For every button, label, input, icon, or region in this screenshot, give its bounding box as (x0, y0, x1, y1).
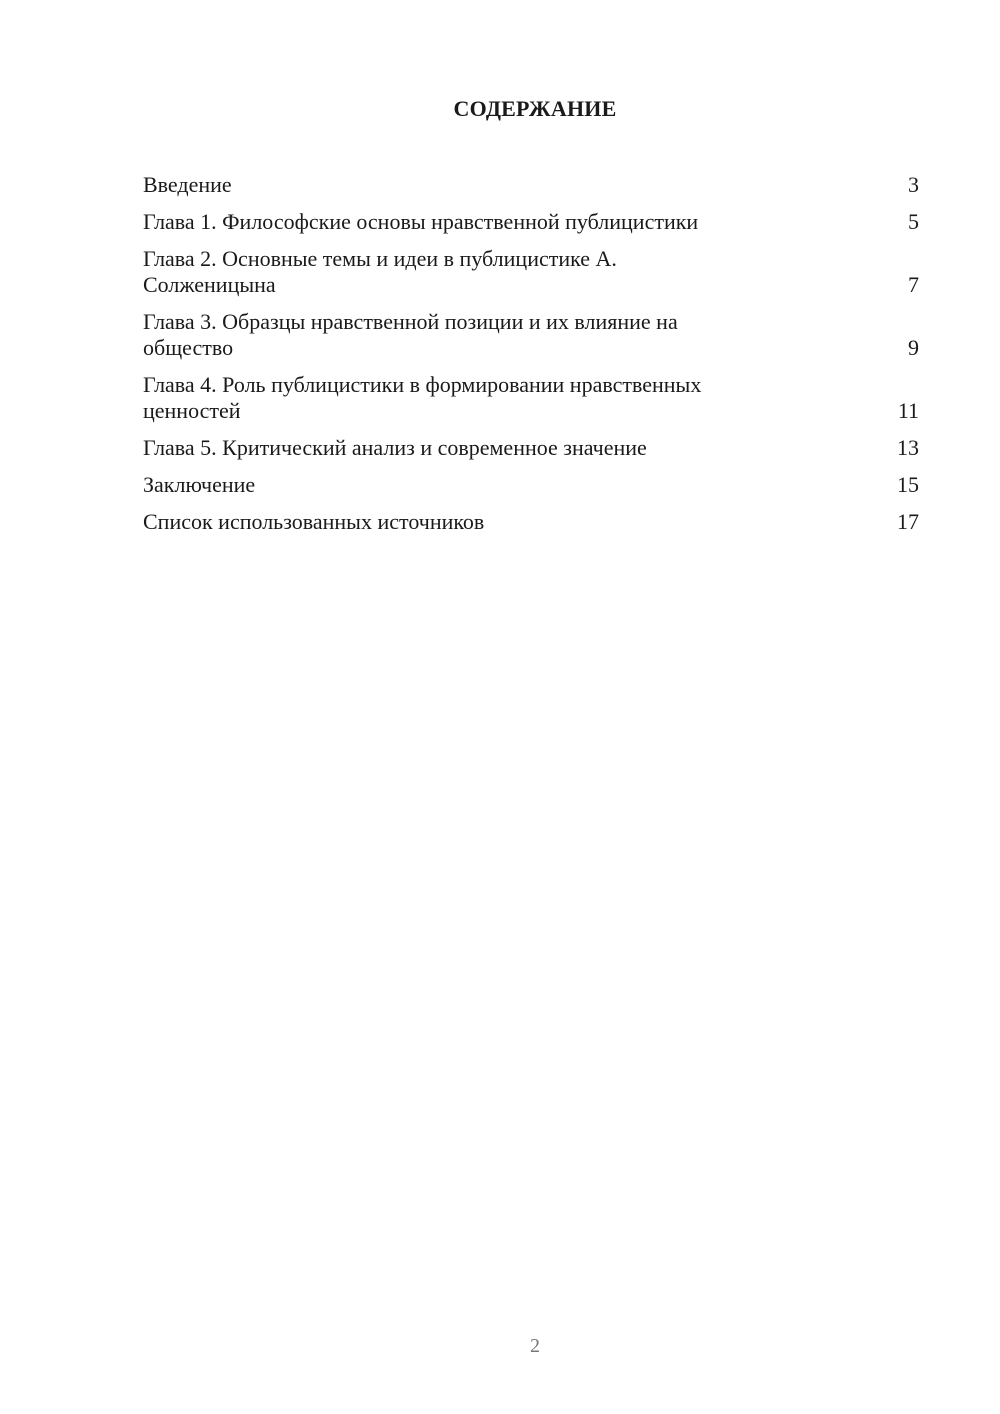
toc-entry-label: Глава 4. Роль публицистики в формировании нравственных ценностей (143, 372, 702, 423)
table-of-contents (143, 172, 919, 546)
toc-entry-label: Глава 5. Критический анализ и современное значение (143, 435, 647, 460)
page-number: 2 (530, 1335, 540, 1357)
toc-entry (143, 472, 919, 498)
toc-entry-page: 17 (897, 509, 919, 534)
toc-entry-label: Глава 3. Образцы нравственной позиции и их влияние на общество (143, 309, 678, 360)
toc-entry-page: 3 (908, 172, 919, 197)
toc-entry-page: 15 (897, 472, 919, 497)
toc-entry (143, 172, 919, 198)
toc-entry (143, 246, 919, 298)
toc-entry (143, 435, 919, 461)
toc-entry-page: 11 (897, 398, 919, 423)
toc-entry-page: 9 (908, 335, 919, 360)
toc-entry-label: Глава 2. Основные темы и идеи в публицистике А. Солженицына (143, 246, 617, 297)
toc-entry (143, 372, 919, 424)
toc-entry (143, 509, 919, 535)
toc-entry-page: 5 (908, 209, 919, 234)
toc-entry-label: Заключение (143, 472, 256, 497)
toc-entry-label: Список использованных источников (143, 509, 485, 534)
toc-entry-label: Глава 1. Философские основы нравственной публицистики (143, 209, 699, 234)
toc-entry-page: 7 (908, 272, 919, 297)
toc-entry (143, 209, 919, 235)
page-title: СОДЕРЖАНИЕ (453, 96, 617, 121)
toc-entry-page: 13 (897, 435, 919, 460)
toc-entry (143, 309, 919, 361)
toc-entry-label: Введение (143, 172, 232, 197)
